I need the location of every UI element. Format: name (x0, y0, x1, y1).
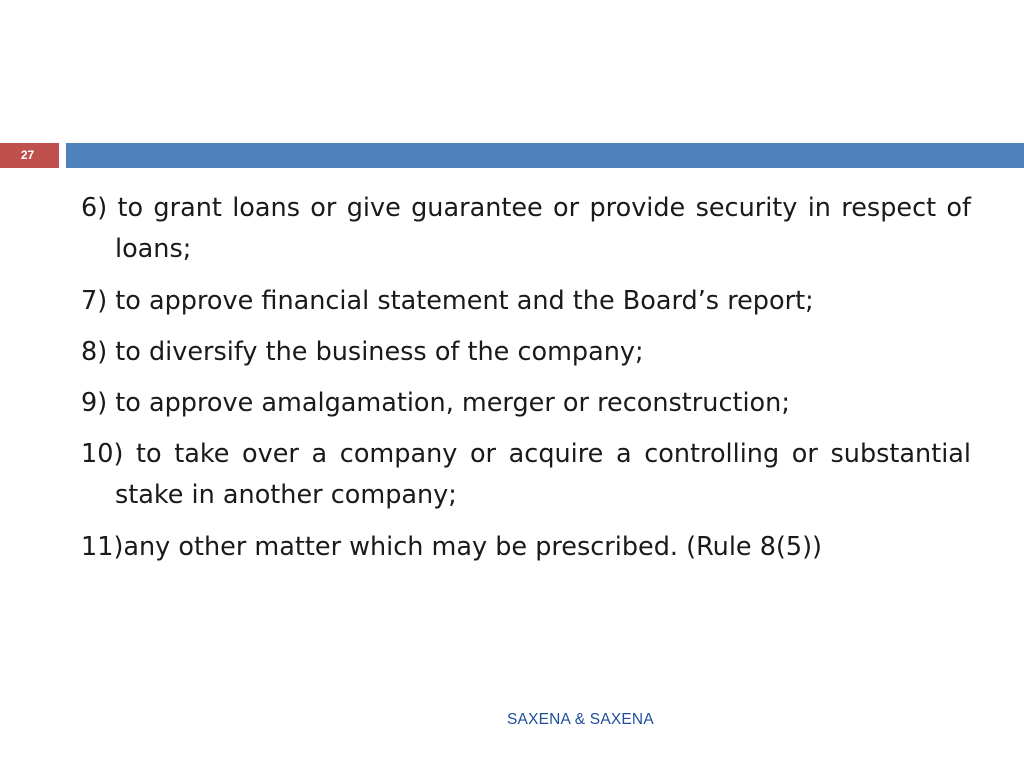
list-item: 9) to approve amalgamation, merger or reconstruction; (81, 388, 790, 418)
list-item: 7) to approve financial statement and the Board’s report; (81, 286, 814, 316)
footer-text: SAXENA & SAXENA (507, 711, 654, 728)
header-bar (66, 143, 1024, 168)
list-item: 8) to diversify the business of the company; (81, 337, 644, 367)
list-item: 6) to grant loans or give guarantee or provide security in respect of loans; (81, 193, 971, 264)
bullet-list (81, 188, 971, 578)
slide-number: 27 (0, 143, 59, 168)
list-item: 10) to take over a company or acquire a controlling or substantial stake in another company; (81, 439, 971, 510)
list-item: 11)any other matter which may be prescribed. (Rule 8(5)) (81, 532, 822, 562)
